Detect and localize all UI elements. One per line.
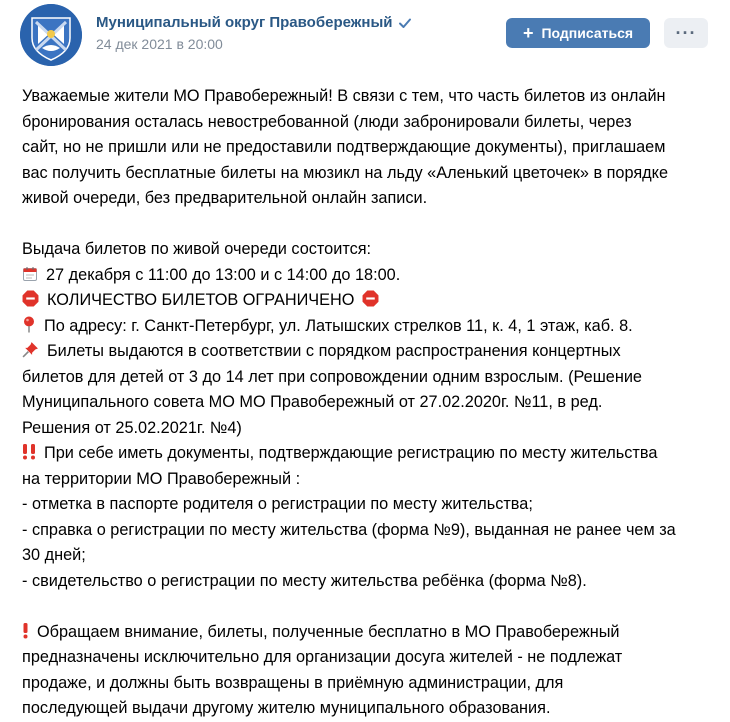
- exclamation-icon: [22, 622, 29, 648]
- rules-text: Билеты выдаются в соответствии с порядком распространения концертных: [47, 342, 621, 360]
- text-line: билетов для детей от 3 до 14 лет при сопровождении одним взрослым. (Решение: [22, 367, 642, 386]
- post-date[interactable]: 24 дек 2021 в 20:00: [96, 36, 223, 52]
- verified-check-icon: [398, 16, 412, 30]
- date-text: 27 декабря с 11:00 до 13:00 и с 14:00 до 18:00.: [46, 265, 401, 284]
- text-line: живой очереди, без предварительной онлайн записи.: [22, 189, 428, 207]
- author-name[interactable]: Муниципальный округ Правобережный: [96, 14, 393, 31]
- text-line: Решения от 25.02.2021г. №4): [22, 418, 242, 437]
- documents-text: При себе иметь документы, подтверждающие регистрацию по месту жительства: [44, 444, 658, 462]
- subscribe-button[interactable]: [506, 18, 650, 48]
- double-exclamation-icon: [22, 443, 36, 469]
- post-header: [0, 0, 730, 70]
- author-link[interactable]: [96, 14, 412, 31]
- text-line: - отметка в паспорте родителя о регистрации по месту жительства;: [22, 495, 533, 513]
- paragraph-gap: [22, 212, 722, 238]
- text-line: бронирования осталась невостребованной (люди забронировали билеты, через: [22, 112, 632, 131]
- subscribe-label: Подписаться: [541, 25, 634, 41]
- text-line: Муниципального совета МО МО Правобережный от 27.02.2020г. №11, в ред.: [22, 393, 603, 411]
- paragraph-gap: [22, 594, 722, 620]
- limited-text: КОЛИЧЕСТВО БИЛЕТОВ ОГРАНИЧЕНО: [47, 291, 355, 309]
- text-line: продаже, и должны быть возвращены в приёмную администрации, для: [22, 673, 564, 692]
- pushpin-icon: [22, 341, 39, 367]
- text-line: Уважаемые жители МО Правобережный! В связи с тем, что часть билетов из онлайн: [22, 87, 666, 105]
- text-line: - свидетельство о регистрации по месту жительства ребёнка (форма №8).: [22, 571, 587, 590]
- stop-sign-icon: [22, 290, 39, 316]
- round-pushpin-icon: [22, 316, 36, 342]
- text-line-limited: [22, 288, 722, 314]
- plus-icon: +: [522, 23, 534, 43]
- text-line-address: [22, 314, 722, 340]
- text-line: Выдача билетов по живой очереди состоится:: [22, 240, 372, 258]
- stop-sign-icon: [362, 290, 379, 316]
- text-line-rules: [22, 339, 722, 365]
- text-line: на территории МО Правобережный :: [22, 469, 301, 488]
- notice-text: Обращаем внимание, билеты, полученные бесплатно в МО Правобережный: [37, 622, 620, 641]
- text-line-documents: [22, 441, 722, 467]
- address-text: По адресу: г. Санкт-Петербург, ул. Латышских стрелков 11, к. 4, 1 этаж, каб. 8.: [44, 316, 633, 335]
- text-line: предназначены исключительно для организации досуга жителей - не подлежат: [22, 648, 623, 666]
- text-line: вас получить бесплатные билеты на мюзикл на льду «Аленький цветочек» в порядке: [22, 163, 669, 182]
- text-line: сайт, но не пришли или не предоставили подтверждающие документы), приглашаем: [22, 138, 666, 156]
- coat-of-arms-icon: [20, 4, 82, 66]
- post-text: [22, 84, 722, 722]
- text-line-date: [22, 263, 722, 289]
- text-line: - справка о регистрации по месту жительства (форма №9), выданная не ранее чем за: [22, 520, 676, 539]
- more-options-button[interactable]: ···: [664, 18, 708, 48]
- text-line: последующей выдачи другому жителю муниципального образования.: [22, 699, 551, 717]
- text-line-notice: [22, 620, 722, 646]
- calendar-icon: [22, 265, 38, 291]
- text-line: 30 дней;: [22, 546, 86, 564]
- avatar[interactable]: [20, 4, 82, 66]
